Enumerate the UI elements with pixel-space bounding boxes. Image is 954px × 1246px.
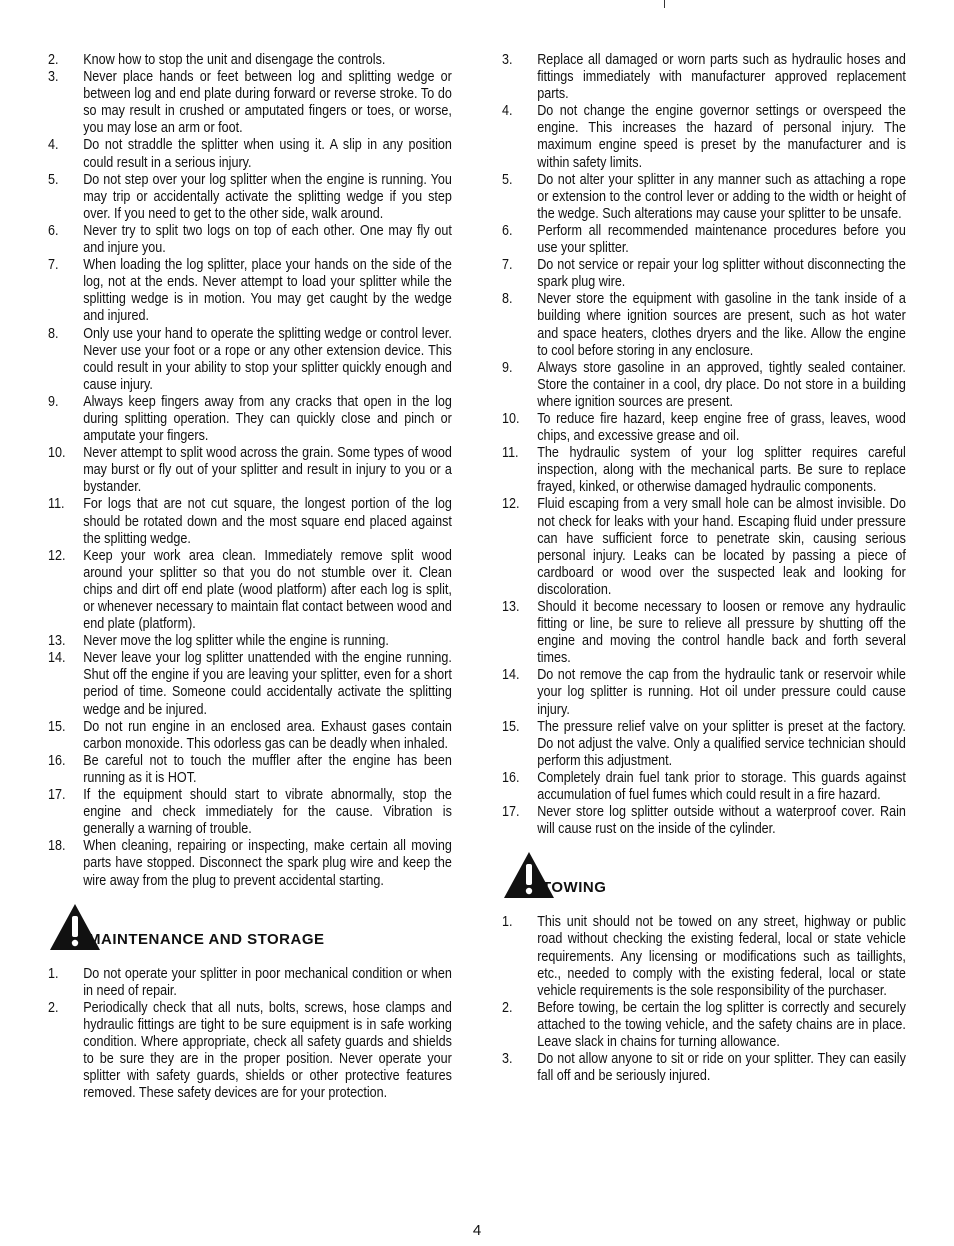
item-text: Never store log splitter outside without a waterproof cover. Rain will cause rust on the inside of the cylinder. — [537, 804, 906, 838]
item-number: 5. — [48, 171, 59, 188]
item-number: 6. — [48, 222, 59, 239]
list-item — [48, 496, 452, 547]
item-text: Replace all damaged or worn parts such as hydraulic hoses and fittings immediately with manufacturer approved replacement parts. — [537, 52, 906, 103]
item-number: 2. — [48, 999, 59, 1016]
item-text: When cleaning, repairing or inspecting, make certain all moving parts have stopped. Disconnect the spark plug wire and keep the wire away from the plug to prevent accidental starting. — [83, 838, 452, 889]
list-item — [502, 172, 906, 223]
maintenance-list-part2 — [502, 52, 906, 838]
item-number: 15. — [502, 718, 520, 735]
list-item — [502, 667, 906, 718]
list-item — [48, 966, 452, 1000]
towing-list — [502, 914, 906, 1085]
item-number: 11. — [502, 445, 519, 462]
list-item — [502, 223, 906, 257]
item-text: Be careful not to touch the muffler after the engine has been running as it is HOT. — [83, 752, 452, 786]
list-item — [502, 1051, 906, 1085]
list-item — [502, 52, 906, 103]
list-item — [502, 719, 906, 770]
list-item — [48, 172, 452, 223]
list-item — [48, 445, 452, 496]
top-scan-mark — [664, 0, 665, 8]
list-item — [48, 1000, 452, 1103]
item-text: When loading the log splitter, place your hands on the side of the log, not at the ends. Never attempt to load your splitter while the splitting wedge is in motion. You may get caught by the wedge and injured. — [83, 257, 452, 325]
maintenance-heading: MAINTENANCE AND STORAGE — [88, 930, 325, 948]
item-number: 12. — [48, 547, 66, 564]
item-text: For logs that are not cut square, the longest portion of the log should be rotated down and the most square end placed against the splitting wedge. — [83, 496, 452, 547]
item-number: 16. — [48, 752, 66, 769]
item-text: Do not alter your splitter in any manner such as attaching a rope or extension to the control lever or adding to the width or height of the wedge. Such alterations may cause your splitter to be unsafe. — [537, 171, 906, 222]
maintenance-section-header — [48, 900, 452, 952]
item-text: Never store the equipment with gasoline in the tank inside of a building where ignition sources are present, such as hot water and space heaters, clothes dryers and the like. Allow the engine to cool before storing in any enclosure. — [537, 291, 906, 359]
item-number: 13. — [48, 633, 66, 650]
item-number: 2. — [502, 999, 513, 1016]
left-column — [48, 52, 452, 1102]
item-text: Do not remove the cap from the hydraulic tank or reservoir while your log splitter is running. Hot oil under pressure could cause injury. — [537, 667, 906, 718]
item-text: Never try to split two logs on top of each other. One may fly out and injure you. — [83, 222, 452, 257]
item-text: Completely drain fuel tank prior to storage. This guards against accumulation of fuel fumes which could result in a fire hazard. — [537, 769, 906, 804]
item-number: 12. — [502, 496, 520, 513]
item-number: 18. — [48, 838, 66, 855]
item-text: Never place hands or feet between log and splitting wedge or between log and end plate during forward or reverse stroke. To do so may result in crushed or amputated fingers or toes, or worse, you may lose an arm or foot. — [83, 69, 452, 137]
item-text: Do not straddle the splitter when using it. A slip in any position could result in a serious injury. — [83, 137, 452, 171]
list-item — [48, 69, 452, 137]
towing-heading: TOWING — [542, 879, 607, 897]
item-text: Always keep fingers away from any cracks that open in the log during splitting operation. They can quickly close and pinch or amputate your fingers. — [83, 393, 452, 445]
item-number: 9. — [48, 393, 59, 410]
list-item — [502, 257, 906, 291]
list-item — [502, 599, 906, 667]
item-number: 3. — [502, 1051, 513, 1068]
list-item — [502, 914, 906, 999]
item-text: Do not allow anyone to sit or ride on your splitter. They can easily fall off and be seriously injured. — [537, 1051, 906, 1085]
item-text: The pressure relief valve on your splitter is preset at the factory. Do not adjust the valve. Only a qualified service technician should perform this adjustment. — [537, 718, 906, 769]
item-number: 1. — [48, 965, 59, 982]
item-text: Do not change the engine governor settings or overspeed the engine. This increases the hazard of personal injury. The maximum engine speed is preset by the manufacturer and is within safety limits. — [537, 103, 906, 171]
item-number: 3. — [48, 69, 59, 86]
item-text: To reduce fire hazard, keep engine free of grass, leaves, wood chips, and excessive grease and oil. — [537, 410, 906, 445]
item-text: The hydraulic system of your log splitter requires careful inspection, along with the mechanical parts. Be sure to replace frayed, kinked, or otherwise damaged hydraulic components. — [537, 445, 906, 496]
list-item — [48, 548, 452, 633]
item-number: 3. — [502, 52, 513, 68]
item-text: Never move the log splitter while the engine is running. — [83, 633, 389, 650]
list-item — [48, 137, 452, 171]
item-number: 14. — [502, 667, 520, 684]
list-item — [48, 394, 452, 445]
item-number: 7. — [48, 257, 59, 274]
item-text: Do not step over your log splitter when the engine is running. You may trip or accidentally activate the splitting wedge if you step over. If you need to get to the other side, walk around. — [83, 171, 452, 222]
item-number: 17. — [502, 804, 520, 821]
item-number: 8. — [48, 325, 59, 342]
item-text: Keep your work area clean. Immediately remove split wood around your splitter so that you do not stumble over it. Clean chips and dirt off end plate (wood platform) after each log is split, or whenever necessary to maintain flat contact between wood and end plate (platform). — [83, 547, 452, 633]
item-number: 4. — [48, 137, 59, 154]
list-item — [48, 326, 452, 394]
item-number: 1. — [502, 914, 513, 931]
item-text: Should it become necessary to loosen or remove any hydraulic fitting or line, be sure to relieve all pressure by shutting off the engine and moving the control handle back and forth several times. — [537, 599, 906, 667]
item-text: Periodically check that all nuts, bolts, screws, hose clamps and hydraulic fittings are tight to be sure equipment is in safe working condition. Where appropriate, check all safety guards and shields to be sure they are in the proper position. Never operate your splitter with safety guards, shields or other protective features removed. These safety devices are for your protection. — [83, 999, 452, 1102]
item-text: Before towing, be certain the log splitter is correctly and securely attached to the towing vehicle, and the safety chains are in place. Leave slack in chains for turning allowance. — [537, 999, 906, 1050]
item-number: 13. — [502, 599, 520, 615]
item-number: 10. — [502, 410, 520, 427]
list-item — [48, 787, 452, 838]
list-item — [502, 770, 906, 804]
item-text: Only use your hand to operate the splitting wedge or control lever. Never use your foot or a rope or any other extension device. This could result in your ability to stop your splitter quickly enough and cause injury. — [83, 325, 452, 393]
list-item — [48, 633, 452, 650]
item-number: 10. — [48, 445, 66, 462]
maintenance-list-part1 — [48, 966, 452, 1103]
item-text: Do not service or repair your log splitter without disconnecting the spark plug wire. — [537, 257, 906, 291]
item-number: 6. — [502, 222, 513, 239]
item-number: 16. — [502, 769, 520, 786]
item-number: 17. — [48, 787, 66, 804]
item-number: 2. — [48, 52, 59, 68]
item-text: Perform all recommended maintenance procedures before you use your splitter. — [537, 222, 906, 257]
item-number: 8. — [502, 291, 513, 308]
item-number: 14. — [48, 650, 66, 667]
item-number: 7. — [502, 257, 513, 274]
item-text: Do not run engine in an enclosed area. Exhaust gases contain carbon monoxide. This odorless gas can be deadly when inhaled. — [83, 718, 452, 752]
item-text: If the equipment should start to vibrate abnormally, stop the engine and check immediately for the cause. Vibration is generally a warning of trouble. — [83, 787, 452, 838]
list-item — [48, 838, 452, 889]
list-item — [48, 257, 452, 325]
list-item — [502, 804, 906, 838]
item-number: 5. — [502, 171, 513, 188]
item-number: 9. — [502, 359, 513, 376]
towing-section-header — [502, 848, 906, 900]
list-item — [502, 1000, 906, 1051]
page-number: 4 — [472, 1222, 482, 1239]
item-text: Do not operate your splitter in poor mechanical condition or when in need of repair. — [83, 965, 452, 999]
list-item — [48, 223, 452, 257]
item-text: Always store gasoline in an approved, tightly sealed container. Store the container in a cool, dry place. Do not store in a building where ignition sources are present. — [537, 359, 906, 410]
list-item — [502, 291, 906, 359]
item-text: This unit should not be towed on any street, highway or public road without checking the existing federal, local or state vehicle requirements. Any licensing or modifications such as taillights, etc., needed to comply with the existing federal, local or state vehicle requirements is the sole responsibility of the purchaser. — [537, 914, 906, 999]
item-number: 11. — [48, 496, 65, 513]
list-item — [48, 650, 452, 718]
item-text: Fluid escaping from a very small hole can be almost invisible. Do not check for leaks with your hand. Escaping fluid under pressure can have sufficient force to penetrate skin, causing serious personal injury. Leaks can be located by passing a piece of cardboard or wood over the suspected leak and looking for discoloration. — [537, 496, 906, 598]
list-item — [502, 411, 906, 445]
list-item — [502, 496, 906, 599]
item-text: Never attempt to split wood across the grain. Some types of wood may burst or fly out of your splitter and result in injury to you or a bystander. — [83, 445, 452, 496]
list-item — [48, 52, 452, 69]
item-number: 15. — [48, 718, 66, 735]
list-item — [502, 445, 906, 496]
list-item — [48, 719, 452, 753]
item-number: 4. — [502, 103, 513, 120]
list-item — [502, 360, 906, 411]
safety-rules-list — [48, 52, 452, 890]
list-item — [48, 753, 452, 787]
item-text: Never leave your log splitter unattended with the engine running. Shut off the engine if you are leaving your splitter, even for a short period of time. Someone could accidentally activate the splitting wedge and be injured. — [83, 650, 452, 718]
right-column — [502, 52, 906, 1085]
list-item — [502, 103, 906, 171]
item-text: Know how to stop the unit and disengage the controls. — [83, 52, 386, 68]
